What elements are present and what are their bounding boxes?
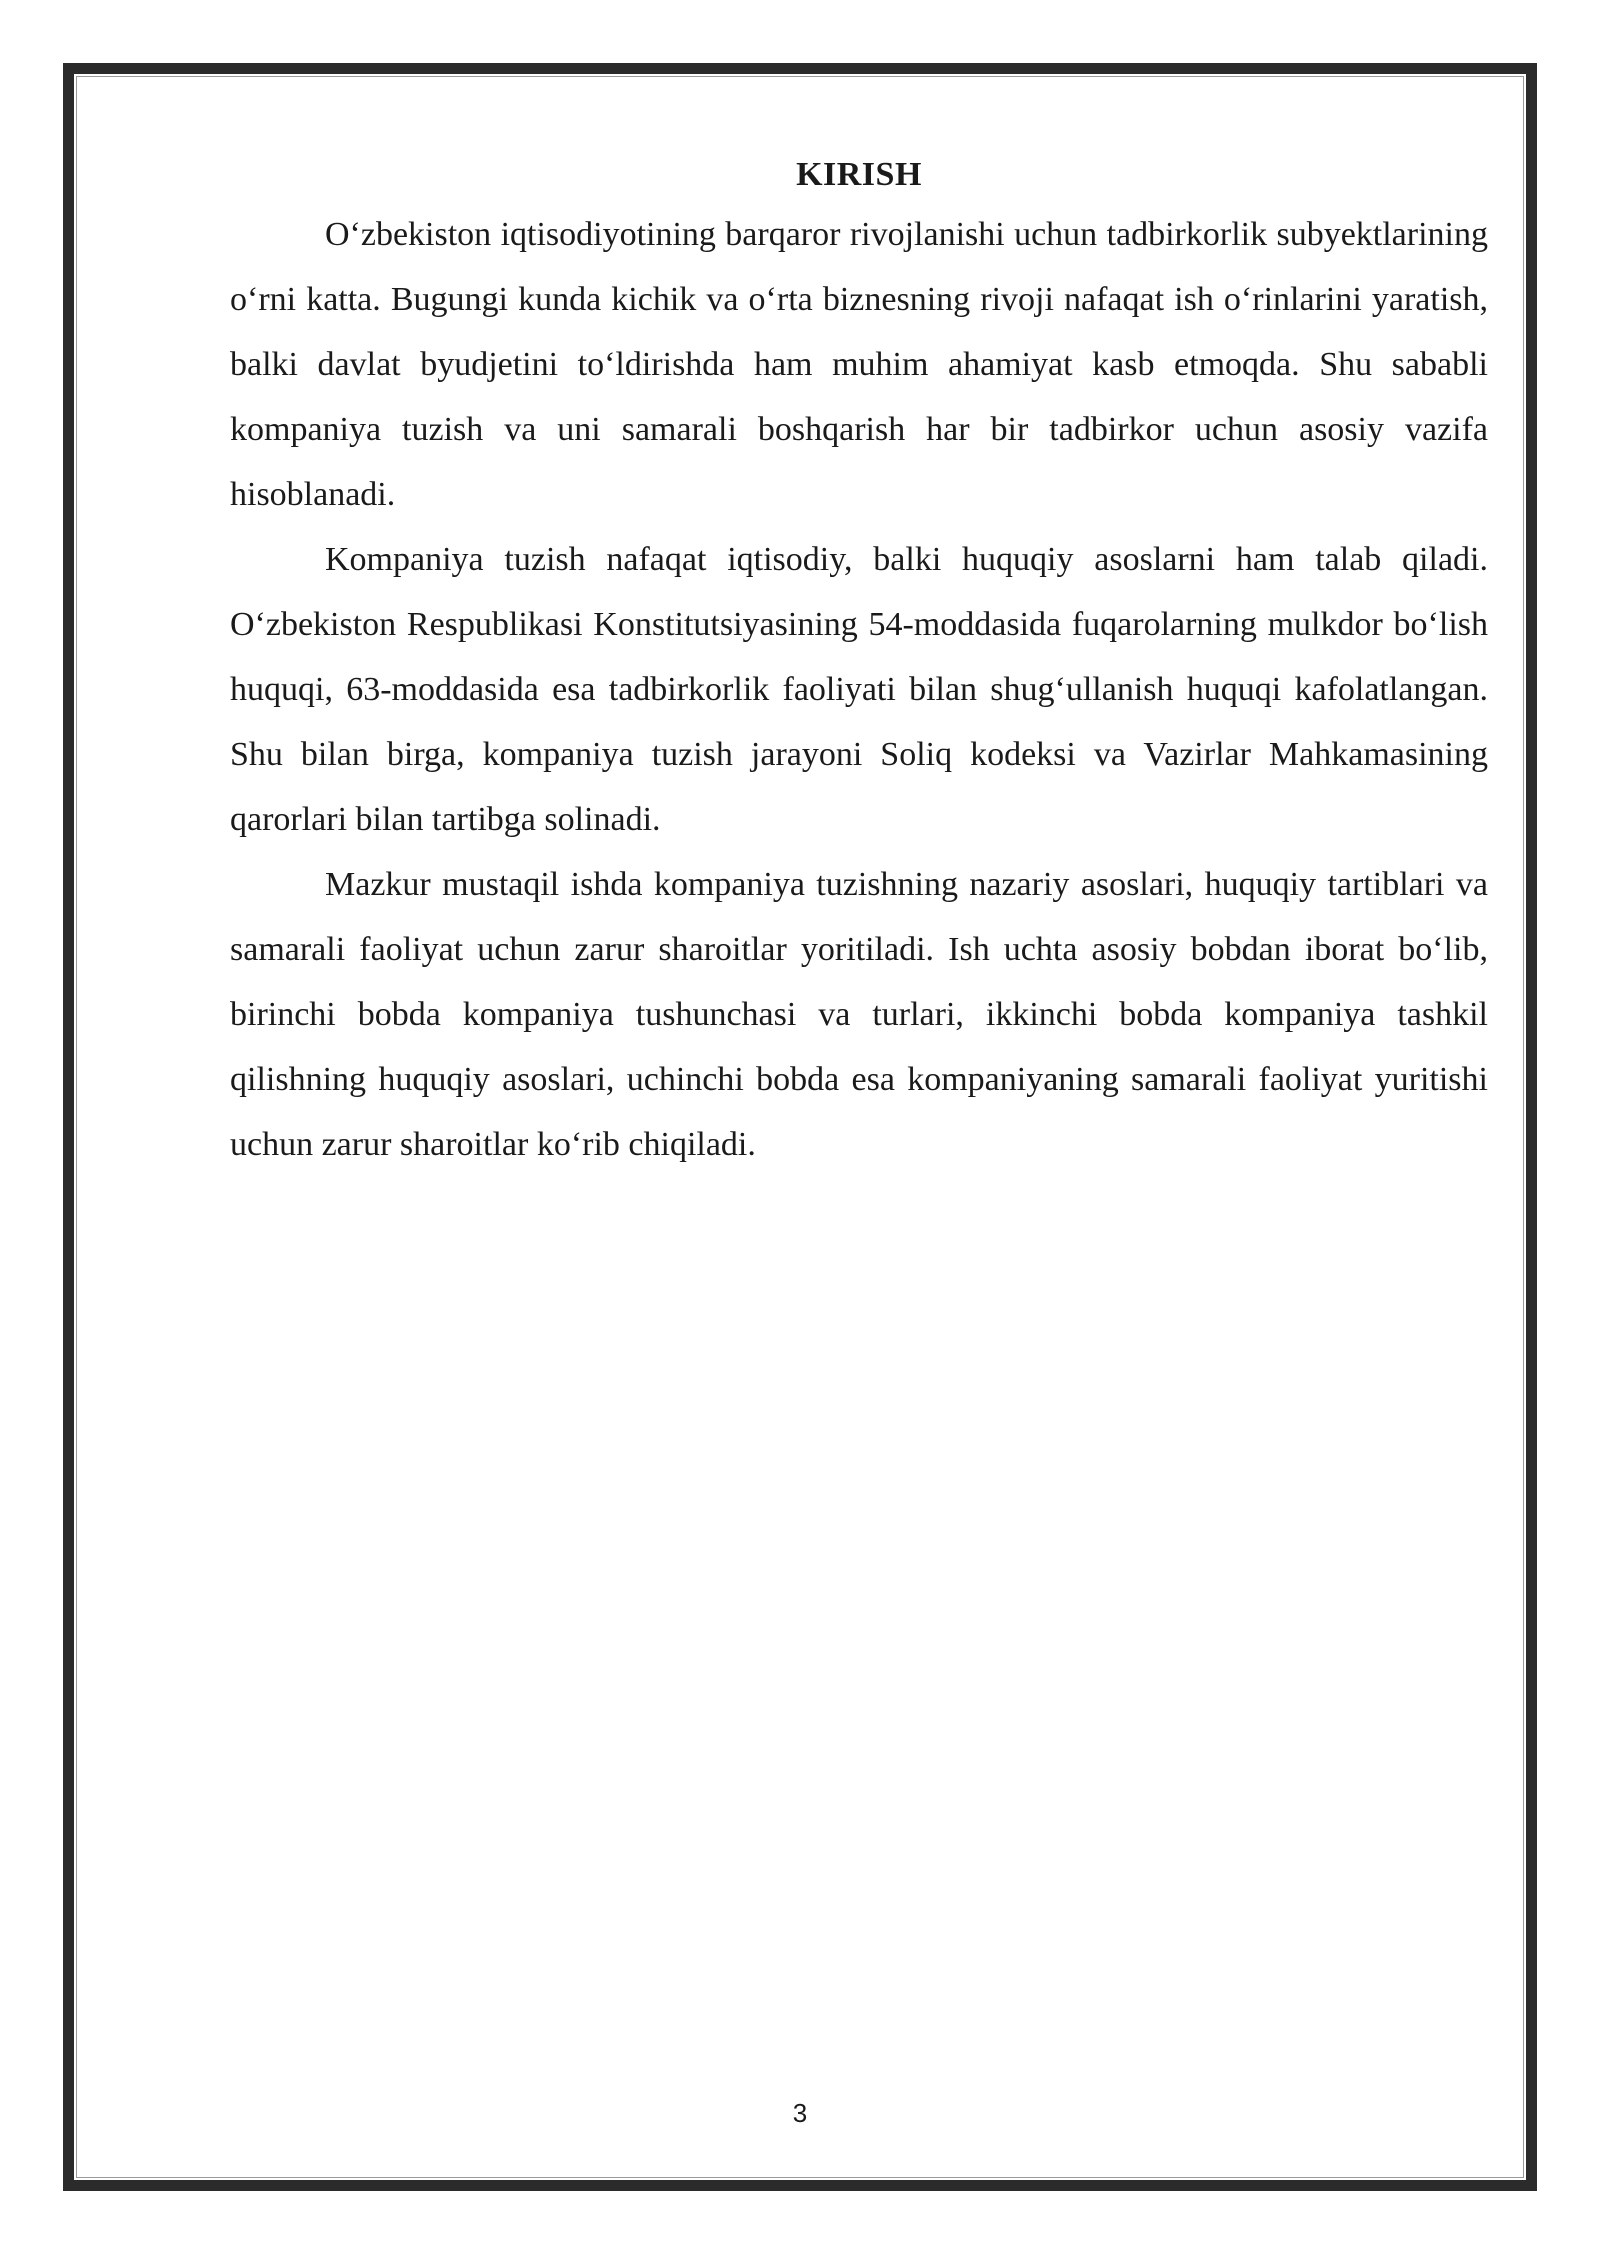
paragraph-1: O‘zbekiston iqtisodiyotining barqaror rivojlanishi uchun tadbirkorlik subyektlarining o‘rni katta. Bugungi kunda kichik va o‘rta biznesning rivoji nafaqat ish o‘rinlarini yaratish, balki davlat byudjetini to‘ldirishda ham muhim ahamiyat kasb etmoqda. Shu sababli kompaniya tuzish va uni samarali boshqarish har bir tadbirkor uchun asosiy vazifa hisoblanadi.	[230, 216, 1488, 513]
document-body	[230, 148, 1488, 1177]
paragraph-2: Kompaniya tuzish nafaqat iqtisodiy, balki huquqiy asoslarni ham talab qiladi. O‘zbekiston Respublikasi Konstitutsiyasining 54-moddasida fuqarolarning mulkdor bo‘lish huquqi, 63-moddasida esa tadbirkorlik faoliyati bilan shug‘ullanish huquqi kafolatlangan. Shu bilan birga, kompaniya tuzish jarayoni Soliq kodeksi va Vazirlar Mahkamasining qarorlari bilan tartibga solinadi.	[230, 541, 1488, 838]
page-number: 3	[792, 2098, 808, 2128]
section-heading: KIRISH	[796, 156, 922, 193]
paragraph-3: Mazkur mustaqil ishda kompaniya tuzishning nazariy asoslari, huquqiy tartiblari va samarali faoliyat uchun zarur sharoitlar yoritiladi. Ish uchta asosiy bobdan iborat bo‘lib, birinchi bobda kompaniya tushunchasi va turlari, ikkinchi bobda kompaniya tashkil qilishning huquqiy asoslari, uchinchi bobda esa kompaniyaning samarali faoliyat yuritishi uchun zarur sharoitlar ko‘rib chiqiladi.	[230, 866, 1488, 1163]
